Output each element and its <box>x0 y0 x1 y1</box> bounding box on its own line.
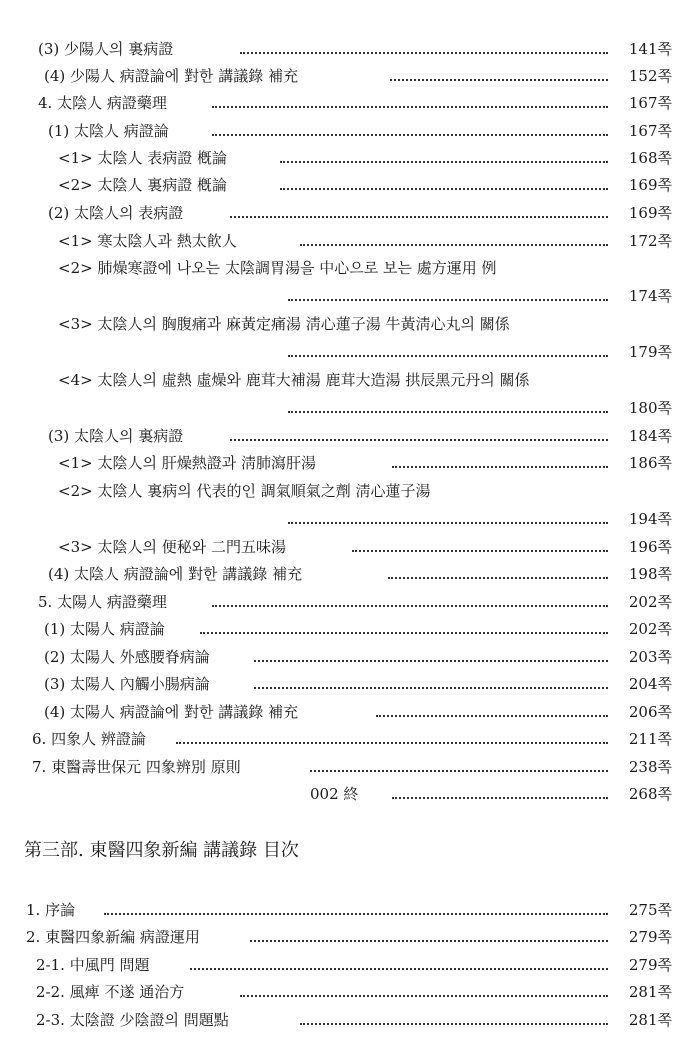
toc-entry-page: 238쪽 <box>626 755 672 779</box>
toc-leader-dots <box>288 299 608 301</box>
toc-entry-page: 196쪽 <box>626 535 672 559</box>
toc-entry-page: 279쪽 <box>626 925 672 949</box>
toc-entry <box>0 146 700 172</box>
toc-entry-page: 184쪽 <box>626 424 672 448</box>
toc-entry <box>0 953 700 979</box>
toc-entry-title: 6. 四象人 辨證論 <box>32 727 150 751</box>
toc-entry-page: 281쪽 <box>626 1008 672 1032</box>
toc-leader-dots <box>388 577 608 579</box>
toc-entry-title: (3) 太陰人의 裏病證 <box>48 424 187 448</box>
toc-entry-page: 167쪽 <box>626 119 672 143</box>
toc-entry-title: <2> 太陰人 裏病의 代表的인 調氣順氣之劑 淸心蓮子湯 <box>58 479 435 503</box>
toc-leader-dots <box>230 216 608 218</box>
toc-leader-dots <box>390 79 608 81</box>
toc-entry-page: 268쪽 <box>626 782 672 806</box>
toc-entry-title: 1. 序論 <box>26 898 79 922</box>
toc-leader-dots <box>254 660 608 662</box>
toc-entry-title: (4) 太陰人 病證論에 對한 講議錄 補充 <box>48 562 306 586</box>
toc-entry <box>0 256 700 282</box>
toc-entry-title: (1) 太陰人 病證論 <box>48 119 173 143</box>
toc-entry-title: 2-3. 太陰證 少陰證의 問題點 <box>36 1008 233 1032</box>
toc-entry-page: 152쪽 <box>626 64 672 88</box>
toc-entry-title: <3> 太陰人의 胸腹痛과 麻黃定痛湯 淸心蓮子湯 牛黃淸心丸의 關係 <box>58 312 514 336</box>
toc-entry-continuation <box>0 507 700 533</box>
toc-entry-title: <2> 肺燥寒證에 나오는 太陰調胃湯을 中心으로 보는 處方運用 例 <box>58 256 500 280</box>
toc-entry-title: (3) 太陽人 內觸小腸病論 <box>44 672 214 696</box>
toc-entry-page: 172쪽 <box>626 229 672 253</box>
toc-entry-title: (3) 少陽人의 裏病證 <box>38 37 177 61</box>
toc-leader-dots <box>240 52 608 54</box>
toc-entry-title: <2> 太陰人 裏病證 槪論 <box>58 173 231 197</box>
toc-entry-page: 167쪽 <box>626 91 672 115</box>
toc-leader-dots <box>212 106 608 108</box>
toc-entry-page: 179쪽 <box>626 340 672 364</box>
toc-entry <box>0 229 700 255</box>
toc-entry-page: 211쪽 <box>626 727 672 751</box>
toc-entry-page: 204쪽 <box>626 672 672 696</box>
toc-entry-title: 2-2. 風痺 不遂 通治方 <box>36 980 188 1004</box>
toc-leader-dots <box>104 913 608 915</box>
toc-leader-dots <box>230 439 608 441</box>
toc-entry <box>0 312 700 338</box>
toc-entry-continuation <box>0 340 700 366</box>
toc-entry <box>0 980 700 1006</box>
toc-entry <box>0 368 700 394</box>
toc-entry-title: 5. 太陽人 病證藥理 <box>38 590 171 614</box>
toc-entry <box>0 562 700 588</box>
toc-entry-page: 169쪽 <box>626 173 672 197</box>
toc-entry <box>0 1008 700 1034</box>
toc-entry <box>0 119 700 145</box>
toc-entry-page: 174쪽 <box>626 284 672 308</box>
toc-entry-continuation <box>0 396 700 422</box>
toc-entry-page: 206쪽 <box>626 700 672 724</box>
toc-entry <box>0 451 700 477</box>
toc-leader-dots <box>254 687 608 689</box>
toc-entry-page: 198쪽 <box>626 562 672 586</box>
toc-entry <box>0 590 700 616</box>
toc-leader-dots <box>212 134 608 136</box>
toc-entry <box>0 64 700 90</box>
toc-entry-title: 002 終 <box>310 782 362 806</box>
toc-leader-dots <box>176 742 608 744</box>
toc-entry-page: 203쪽 <box>626 645 672 669</box>
toc-entry-continuation <box>0 284 700 310</box>
toc-entry-title: (4) 少陽人 病證論에 對한 講議錄 補充 <box>44 64 302 88</box>
toc-entry <box>0 700 700 726</box>
toc-leader-dots <box>300 1023 608 1025</box>
toc-entry-page: 186쪽 <box>626 451 672 475</box>
toc-leader-dots <box>280 161 608 163</box>
toc-entry-page: 275쪽 <box>626 898 672 922</box>
toc-entry-page: 168쪽 <box>626 146 672 170</box>
toc-leader-dots <box>250 940 608 942</box>
toc-leader-dots <box>288 355 608 357</box>
toc-entry-page: 279쪽 <box>626 953 672 977</box>
toc-leader-dots <box>200 632 608 634</box>
toc-entry <box>0 535 700 561</box>
toc-leader-dots <box>288 411 608 413</box>
toc-leader-dots <box>376 715 608 717</box>
toc-leader-dots <box>190 968 608 970</box>
toc-entry-title: 2-1. 中風門 問題 <box>36 953 153 977</box>
toc-entry <box>0 898 700 924</box>
toc-entry <box>0 201 700 227</box>
toc-entry-title: <1> 太陰人의 肝燥熱證과 淸肺瀉肝湯 <box>58 451 320 475</box>
toc-entry <box>0 617 700 643</box>
toc-entry-page: 281쪽 <box>626 980 672 1004</box>
toc-entry-title: <1> 太陰人 表病證 槪論 <box>58 146 231 170</box>
toc-entry-title: <1> 寒太陰人과 熱太飮人 <box>58 229 241 253</box>
toc-entry-page: 202쪽 <box>626 590 672 614</box>
toc-entry-page: 180쪽 <box>626 396 672 420</box>
toc-entry-page: 202쪽 <box>626 617 672 641</box>
toc-leader-dots <box>288 522 608 524</box>
toc-entry-title: (2) 太陽人 外感腰脊病論 <box>44 645 214 669</box>
toc-leader-dots <box>352 550 608 552</box>
toc-entry <box>0 645 700 671</box>
toc-leader-dots <box>310 770 608 772</box>
toc-entry-title: 7. 東醫壽世保元 四象辨別 原則 <box>32 755 245 779</box>
toc-entry <box>0 91 700 117</box>
toc-entry-title: 4. 太陰人 病證藥理 <box>38 91 171 115</box>
toc-leader-dots <box>300 244 608 246</box>
toc-entry-title: <4> 太陰人의 虛熱 虛燥와 鹿茸大補湯 鹿茸大造湯 拱辰黑元丹의 關係 <box>58 368 534 392</box>
toc-leader-dots <box>212 605 608 607</box>
toc-entry <box>0 727 700 753</box>
toc-entry-page: 169쪽 <box>626 201 672 225</box>
toc-entry-title: (4) 太陽人 病證論에 對한 講議錄 補充 <box>44 700 302 724</box>
toc-entry-page: 194쪽 <box>626 507 672 531</box>
toc-entry <box>0 755 700 781</box>
toc-leader-dots <box>280 188 608 190</box>
toc-leader-dots <box>240 995 608 997</box>
toc-entry <box>0 37 700 63</box>
toc-leader-dots <box>392 466 608 468</box>
toc-entry <box>0 782 700 808</box>
toc-entry <box>0 925 700 951</box>
toc-entry-title: <3> 太陰人의 便秘와 二門五味湯 <box>58 535 290 559</box>
toc-entry <box>0 173 700 199</box>
toc-entry-title: 2. 東醫四象新編 病證運用 <box>26 925 204 949</box>
toc-entry <box>0 479 700 505</box>
section-heading: 第三部. 東醫四象新編 講議錄 目次 <box>24 840 299 861</box>
toc-entry-title: (1) 太陽人 病證論 <box>44 617 169 641</box>
toc-entry <box>0 672 700 698</box>
toc-entry-page: 141쪽 <box>626 37 672 61</box>
toc-entry <box>0 424 700 450</box>
toc-entry-title: (2) 太陰人의 表病證 <box>48 201 187 225</box>
toc-leader-dots <box>392 797 608 799</box>
